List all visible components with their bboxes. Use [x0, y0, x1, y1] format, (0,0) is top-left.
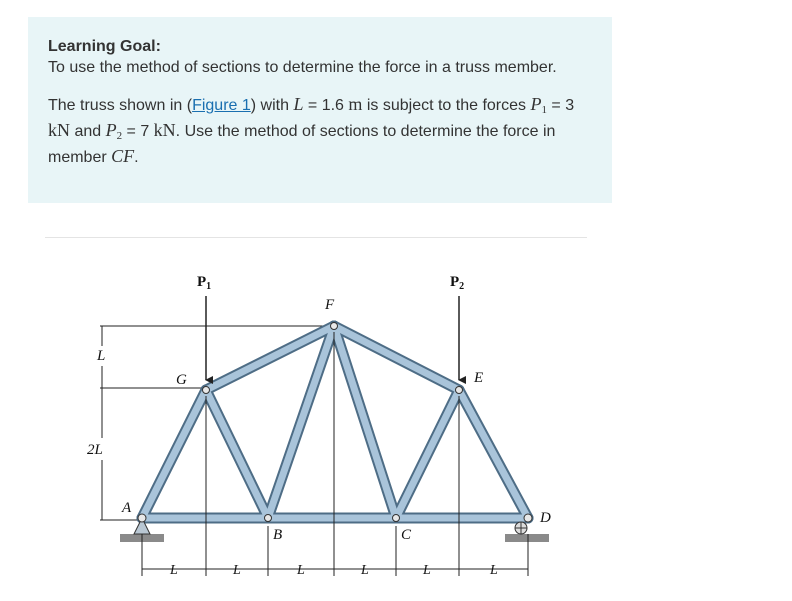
dim-label-mid: 2L [87, 442, 103, 458]
joint-label-e: E [474, 370, 484, 386]
learning-goal-text: To use the method of sections to determine the force in a truss member. [48, 59, 557, 76]
p2-unit: kN [153, 120, 176, 140]
joint-label-c: C [401, 527, 412, 543]
span-label-5: L [423, 563, 431, 578]
joint-label-g: G [176, 372, 187, 388]
learning-goal-heading: Learning Goal: [48, 38, 161, 55]
problem-text-8: . Use the method of sections to determine the force in member [48, 123, 556, 166]
length-symbol: L [293, 94, 304, 114]
p2-load-label: $P_2$ [450, 274, 465, 292]
joint-label-a: A [122, 500, 132, 516]
span-label-4: L [361, 563, 369, 578]
divider [45, 237, 587, 238]
length-unit: m [348, 94, 363, 114]
span-label-1: L [170, 563, 178, 578]
truss-figure [70, 262, 570, 587]
learning-goal-panel [28, 17, 612, 203]
joint-label-b: B [273, 527, 283, 543]
problem-text-1: The truss shown in ( [48, 97, 193, 114]
p1-unit: kN [48, 120, 70, 140]
problem-statement [48, 94, 588, 168]
member-cf-symbol: CF [111, 146, 135, 166]
span-label-2: L [233, 563, 241, 578]
p1-load-label: $P_1$ [197, 274, 212, 292]
joint-label-d: D [540, 510, 551, 526]
joint-pins [203, 323, 463, 522]
p1-symbol: $P_1$ [530, 94, 547, 116]
figure-1-link[interactable]: Figure 1 [192, 97, 251, 114]
problem-text-4: is subject to the forces [362, 97, 531, 114]
problem-text-6: and [70, 123, 106, 140]
problem-text-7: = 7 [122, 123, 154, 140]
support-d-ground [505, 534, 549, 542]
p2-symbol: $P_2$ [105, 120, 123, 142]
truss-members [142, 326, 528, 518]
problem-text-5: = 3 [546, 97, 575, 114]
span-label-6: L [490, 563, 498, 578]
span-label-3: L [297, 563, 305, 578]
problem-text-9: . [134, 149, 139, 166]
dim-label-top: L [97, 348, 106, 364]
problem-text-2: ) with [250, 97, 294, 114]
problem-text-3: = 1.6 [303, 97, 349, 114]
span-dimension-line [142, 332, 528, 576]
joint-label-f: F [325, 297, 335, 313]
